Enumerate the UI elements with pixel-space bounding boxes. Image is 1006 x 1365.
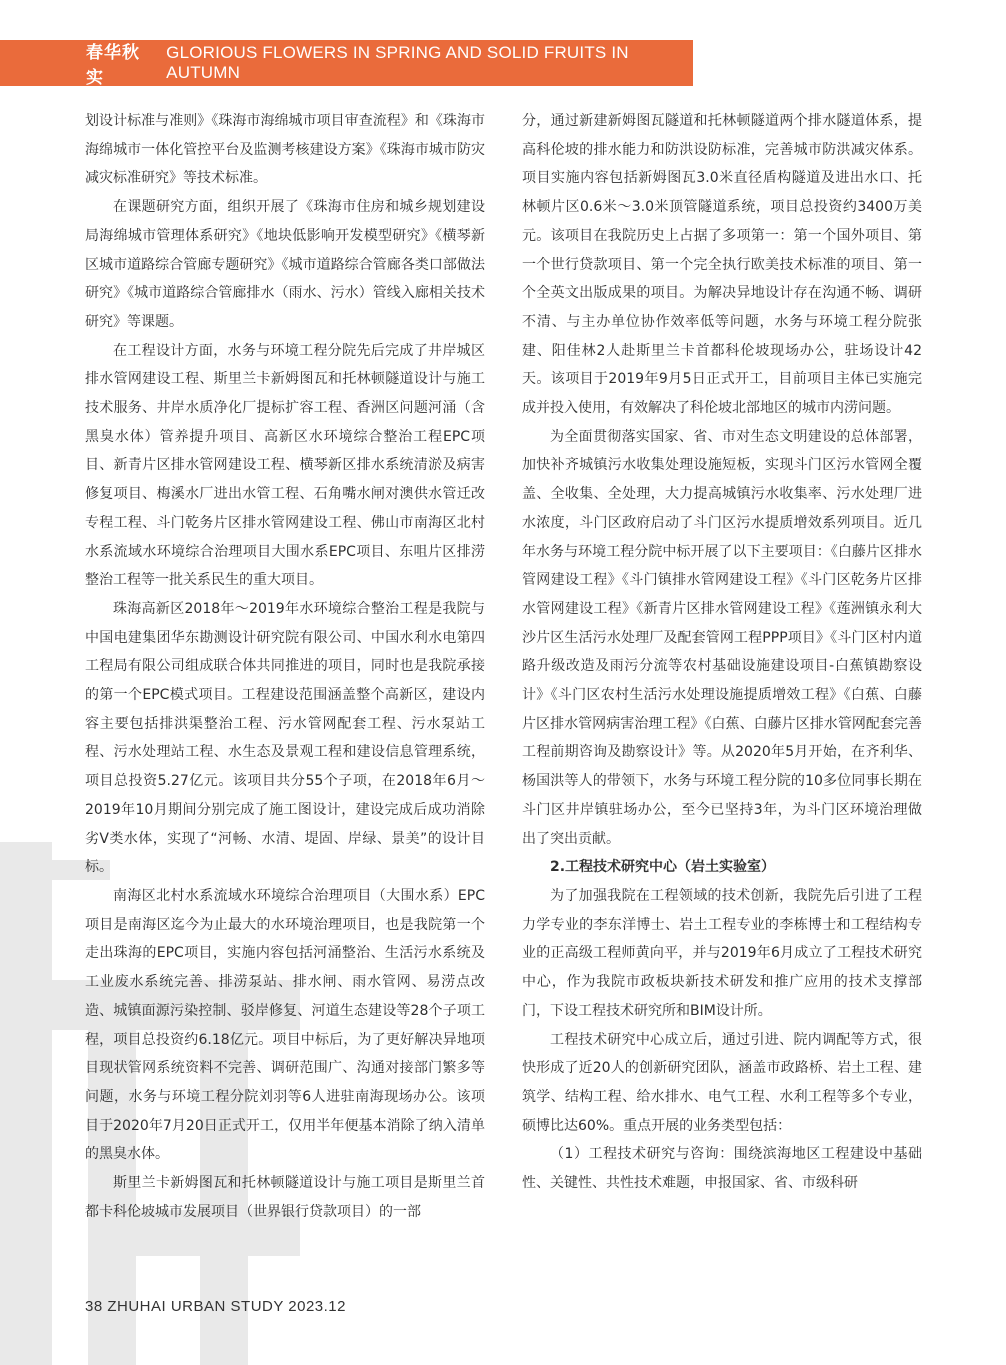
header-banner xyxy=(0,40,693,86)
paragraph: （1）工程技术研究与咨询：围绕滨海地区工程建设中基础性、关键性、共性技术难题，申报国家、省、市级科研 xyxy=(522,1146,922,1192)
paragraph: 南海区北村水系流域水环境综合治理项目（大围水系）EPC项目是南海区迄今为止最大的水环境治理项目，也是我院第一个走出珠海的EPC项目，实施内容包括河涌整治、生活污水系统及工业废水系统完善、排涝泵站、排水闸、雨水管网、易涝点改造、城镇面源污染控制、驳岸修复、河道生态建设等28个子项工程，项目总投资约6.18亿元。项目中标后，为了更好解决异地项目现状管网系统资料不完善、调研范围广、沟通对接部门繁多等问题，水务与环境工程分院刘羽等6人进驻南海现场办公。该项目于2020年7月20日正式开工，仅用半年便基本消除了纳入清单的黑臭水体。 xyxy=(85,887,485,1163)
paragraph: 在工程设计方面，水务与环境工程分院先后完成了井岸城区排水管网建设工程、斯里兰卡新姆图瓦和托林顿隧道设计与施工技术服务、井岸水质净化厂提标扩容工程、香洲区问题河涌（含黑臭水体）管养提升项目、高新区水环境综合整治工程EPC项目、新青片区排水管网建设工程、横琴新区排水系统清淤及病害修复项目、梅溪水厂进出水管工程、石角嘴水闸对澳供水管迁改专程工程、斗门乾务片区排水管网建设工程、佛山市南海区北村水系流域水环境综合治理项目大围水系EPC项目、东咀片区排涝整治工程等一批关系民生的重大项目。 xyxy=(85,342,485,589)
section-title-en: GLORIOUS FLOWERS IN SPRING AND SOLID FRUITS IN AUTUMN xyxy=(166,43,629,82)
page-footer: 38 ZHUHAI URBAN STUDY 2023.12 xyxy=(85,1298,346,1315)
right-text-column xyxy=(522,107,922,1198)
paragraph: 在课题研究方面，组织开展了《珠海市住房和城乡规划建设局海绵城市管理体系研究》《地块低影响开发模型研究》《横琴新区城市道路综合管廊专题研究》《城市道路综合管廊各类口部做法研究》《城市道路综合管廊排水（雨水、污水）管线入廊相关技术研究》等课题。 xyxy=(85,199,485,330)
section-heading: 2.工程技术研究中心（岩土实验室） xyxy=(550,859,776,876)
paragraph: 斯里兰卡新姆图瓦和托林顿隧道设计与施工项目是斯里兰首都卡科伦坡城市发展项目（世界银行贷款项目）的一部 xyxy=(85,1175,485,1220)
paragraph: 珠海高新区2018年～2019年水环境综合整治工程是我院与中国电建集团华东勘测设计研究院有限公司、中国水利水电第四工程局有限公司组成联合体共同推进的项目，同时也是我院承接的第一个EPC模式项目。工程建设范围涵盖整个高新区，建设内容主要包括排洪渠整治工程、污水管网配套工程、污水泵站工程、污水处理站工程、水生态及景观工程和建设信息管理系统，项目总投资5.27亿元。该项目共分55个子项，在2018年6月～2019年10月期间分别完成了施工图设计，建设完成后成功消除劣V类水体，实现了“河畅、水清、堤固、岸绿、景美”的设计目标。 xyxy=(85,600,485,876)
left-text-column xyxy=(85,107,485,1226)
section-title-cn: 春华秋实 xyxy=(86,43,140,88)
paragraph: 为全面贯彻落实国家、省、市对生态文明建设的总体部署，加快补齐城镇污水收集处理设施短板，实现斗门区污水管网全覆盖、全收集、全处理，大力提高城镇污水收集率、污水处理厂进水浓度，斗门区政府启动了斗门区污水提质增效系列项目。近几年水务与环境工程分院中标开展了以下主要项目：《白藤片区排水管网建设工程》《斗门镇排水管网建设工程》《斗门区乾务片区排水管网建设工程》《新青片区排水管网建设工程》《莲洲镇永利大沙片区生活污水处理厂及配套管网工程PPP项目》《斗门区村内道路升级改造及雨污分流等农村基础设施建设项目-白蕉镇勘察设计》《斗门区农村生活污水处理设施提质增效工程》《白蕉、白藤片区排水管网病害治理工程》《白蕉、白藤片区排水管网配套完善工程前期咨询及勘察设计》等。从2020年5月开始，在齐利华、杨国洪等人的带领下，水务与环境工程分院的10多位同事长期在斗门区井岸镇驻场办公，至今已坚持3年，为斗门区环境治理做出了突出贡献。 xyxy=(522,428,922,847)
paragraph: 工程技术研究中心成立后，通过引进、院内调配等方式，很快形成了近20人的创新研究团队，涵盖市政路桥、岩土工程、建筑学、结构工程、给水排水、电气工程、水利工程等多个专业，硕博比达60%。重点开展的业务类型包括： xyxy=(522,1031,922,1134)
paragraph: 划设计标准与准则》《珠海市海绵城市项目审查流程》和《珠海市海绵城市一体化管控平台及监测考核建设方案》《珠海市城市防灾减灾标准研究》等技术标准。 xyxy=(85,113,485,187)
paragraph: 为了加强我院在工程领域的技术创新，我院先后引进了工程力学专业的李东洋博士、岩土工程专业的李栋博士和工程结构专业的正高级工程师黄向平，并与2019年6月成立了工程技术研究中心，作为我院市政板块新技术研发和推广应用的技术支撑部门，下设工程技术研究所和BIM设计所。 xyxy=(522,887,922,1019)
paragraph: 分，通过新建新姆图瓦隧道和托林顿隧道两个排水隧道体系，提高科伦坡的排水能力和防洪设防标准，完善城市防洪减灾体系。项目实施内容包括新姆图瓦3.0米直径盾构隧道及进出水口、托林顿片区0.6米～3.0米顶管隧道系统，项目总投资约3400万美元。该项目在我院历史上占据了多项第一：第一个国外项目、第一个世行贷款项目、第一个完全执行欧美技术标准的项目、第一个全英文出版成果的项目。为解决异地设计存在沟通不畅、调研不清、与主办单位协作效率低等问题，水务与环境工程分院张建、阳佳林2人赴斯里兰卡首都科伦坡现场办公，驻场设计42天。该项目于2019年9月5日正式开工，目前项目主体已实施完成并投入使用，有效解决了科伦坡北部地区的城市内涝问题。 xyxy=(522,113,922,417)
